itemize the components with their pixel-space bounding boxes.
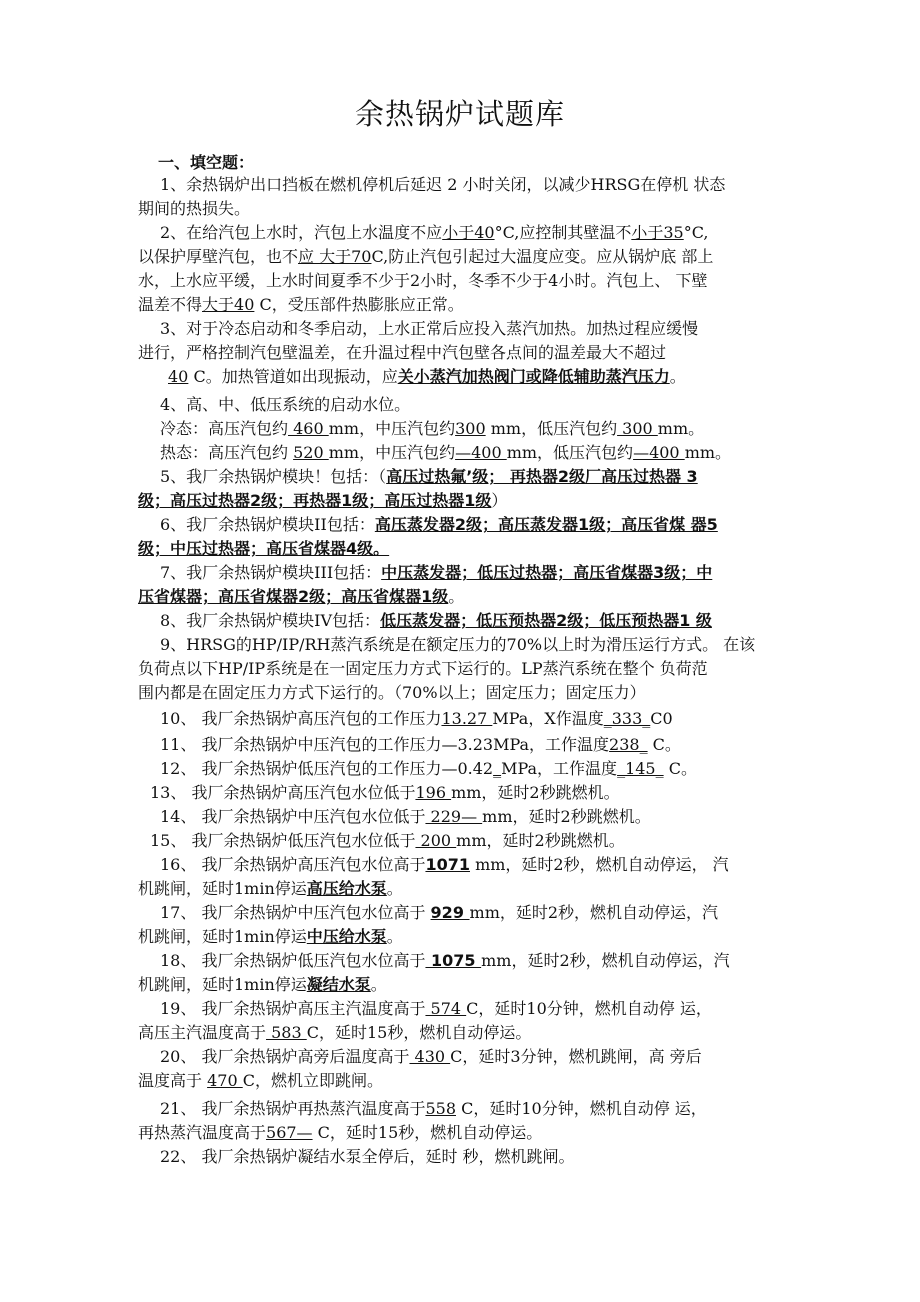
text-line — [160, 733, 798, 757]
answer-text: 高压蒸发器2级；高压蒸发器1级；高压省煤 器5 — [374, 515, 718, 534]
text-line — [160, 609, 798, 633]
text-line — [160, 853, 798, 877]
line-text: C，延时10分钟，燃机自动停 运， — [466, 999, 712, 1018]
text-line — [160, 1097, 798, 1121]
line-text: C，延时15秒，燃机自动停运。 — [312, 1123, 543, 1142]
answer-text: 196 — [415, 783, 452, 802]
answer-text: —400 — [633, 443, 685, 462]
line-text: 高压主汽温度高于 — [138, 1023, 267, 1042]
section-heading: 一、填空题： — [158, 153, 255, 172]
answer-text: 大于40 — [202, 295, 255, 314]
line-text: 。 — [386, 927, 403, 946]
answer-text: 430 — [409, 1047, 451, 1066]
line-text: 16、 我厂余热锅炉高压汽包水位高于 — [160, 855, 426, 874]
text-line — [160, 757, 798, 781]
line-text: 机跳闸，延时1min停运 — [138, 927, 307, 946]
line-text: 9、HRSG的HP/IP/RH蒸汽系统是在额定压力的70%以上时为滑压运行方式。 在该 — [160, 635, 756, 654]
text-line — [138, 197, 798, 221]
line-text: mm，延时2秒，燃机自动停运，汽 — [481, 951, 730, 970]
line-text: 11、 我厂余热锅炉中压汽包的工作压力—3.23MPa，工作温度 — [160, 735, 610, 754]
answer-text: 凝结水泵 — [306, 975, 371, 994]
text-line — [160, 805, 798, 829]
line-text: mm，延时2秒跳燃机。 — [482, 807, 651, 826]
page-title: 余热锅炉试题库 — [354, 97, 565, 131]
answer-text: 关小蒸汽加热阀门或降低辅助蒸汽压力 — [397, 367, 670, 386]
line-text: °C,应控制其壁温不 — [494, 223, 632, 242]
line-text: MPa，X作温度 — [492, 709, 604, 728]
answer-text: 558 — [425, 1099, 456, 1118]
answer-text: 460 — [288, 419, 329, 438]
line-text: 4、高、中、低压系统的启动水位。 — [160, 395, 411, 414]
line-text: 。 — [386, 879, 403, 898]
answer-text: 929 — [430, 903, 470, 922]
answer-text: 13.27 — [441, 709, 493, 728]
text-line — [138, 585, 798, 609]
line-text: 。 — [448, 587, 465, 606]
line-text: 以保护厚壁汽包，也不 — [138, 247, 299, 266]
line-text: 12、 我厂余热锅炉低压汽包的工作压力—0.42 — [160, 759, 494, 778]
text-line — [138, 1069, 798, 1093]
text-line — [160, 949, 798, 973]
line-text: mm，低压汽包约 — [485, 419, 618, 438]
line-text: mm，延时2秒，燃机自动停运，汽 — [469, 903, 719, 922]
line-text: C,防止汽包引起过大温度应变。应从锅炉底 部上 — [371, 247, 714, 266]
line-text: 热态：高压汽包约 — [160, 443, 294, 462]
line-text: 20、 我厂余热锅炉高旁后温度高于 — [160, 1047, 410, 1066]
line-text: 2、在给汽包上水时，汽包上水温度不应 — [160, 223, 443, 242]
text-line — [138, 1121, 798, 1145]
line-text: C。加热管道如出现振动，应 — [188, 367, 398, 386]
line-text: 机跳闸，延时1min停运 — [138, 879, 307, 898]
text-line — [160, 221, 798, 245]
line-text: 15、 我厂余热锅炉低压汽包水位低于 — [150, 831, 416, 850]
line-text: 冷态：高压汽包约 — [160, 419, 289, 438]
line-text: 围内都是在固定压力方式下运行的。（70%以上；固定压力；固定压力） — [138, 683, 646, 702]
line-text: 8、我厂余热锅炉模块IV包括： — [160, 611, 381, 630]
line-text: C，受压部件热膨胀应正常。 — [254, 295, 464, 314]
text-line — [160, 1145, 798, 1169]
text-line — [150, 781, 798, 805]
line-text: C，燃机立即跳闸。 — [242, 1071, 383, 1090]
answer-text: 238_ — [609, 735, 648, 754]
line-text: 22、 我厂余热锅炉凝结水泵全停后，延时 秒，燃机跳闸。 — [160, 1147, 575, 1166]
line-text: 19、 我厂余热锅炉高压主汽温度高于 — [160, 999, 426, 1018]
line-text: 机跳闸，延时1min停运 — [138, 975, 307, 994]
line-text: °C, — [683, 223, 709, 242]
line-text: mm，中压汽包约 — [328, 419, 456, 438]
line-text: C，延时10分钟，燃机自动停 运， — [456, 1099, 707, 1118]
answer-text: 229— — [425, 807, 483, 826]
answer-text: 574 — [425, 999, 467, 1018]
answer-text: 567— — [266, 1123, 313, 1142]
line-text: 水，上水应平缓，上水时间夏季不少于2小时，冬季不少于4小时。汽包上、 下壁 — [138, 271, 708, 290]
text-line — [168, 365, 798, 389]
text-line — [138, 537, 798, 561]
answer-text: 1071 — [425, 855, 470, 874]
answer-text: _333_ — [603, 709, 651, 728]
line-text: C，延时15秒，燃机自动停运。 — [306, 1023, 532, 1042]
line-text: 18、 我厂余热锅炉低压汽包水位高于 — [160, 951, 426, 970]
line-text: 。 — [370, 975, 387, 994]
text-line — [160, 393, 798, 417]
line-text: mm，低压汽包约 — [506, 443, 634, 462]
text-line — [138, 293, 798, 317]
line-text: C。 — [647, 735, 681, 754]
line-text: 21、 我厂余热锅炉再热蒸汽温度高于 — [160, 1099, 426, 1118]
text-line — [160, 173, 798, 197]
text-line — [138, 269, 798, 293]
line-text: MPa，工作温度 — [501, 759, 618, 778]
text-line — [160, 1045, 798, 1069]
answer-text: 300 — [617, 419, 658, 438]
answer-text: 级；高压过热器2级；再热器1级；高压过热器1级 — [138, 491, 492, 510]
line-text: mm，延时2秒跳燃机。 — [451, 783, 620, 802]
answer-text: 300 — [455, 419, 486, 438]
text-line — [138, 925, 798, 949]
text-line — [138, 657, 798, 681]
text-line — [138, 341, 798, 365]
line-text: 。 — [669, 367, 686, 386]
text-line — [160, 513, 798, 537]
answer-text: 470 — [207, 1071, 243, 1090]
line-text: 14、 我厂余热锅炉中压汽包水位低于 — [160, 807, 426, 826]
answer-text: 高压过热氟’级； 再热器2级厂高压过热器 3 — [386, 467, 698, 486]
text-line — [160, 441, 798, 465]
line-text: 13、 我厂余热锅炉高压汽包水位低于 — [150, 783, 416, 802]
line-text: 5、我厂余热锅炉模块！包括：（ — [160, 467, 387, 486]
text-line — [160, 997, 798, 1021]
text-line — [160, 317, 798, 341]
line-text: 1、余热锅炉出口挡板在燃机停机后延迟 2 小时关闭，以减少HRSG在停机 状态 — [160, 175, 726, 194]
answer-text: 40 — [168, 367, 189, 386]
line-text: 再热蒸汽温度高于 — [138, 1123, 267, 1142]
line-text: 期间的热损失。 — [138, 199, 251, 218]
answer-text: 中压给水泵 — [306, 927, 387, 946]
line-text: mm，中压汽包约 — [328, 443, 456, 462]
line-text: 负荷点以下HP/IP系统是在一固定压力方式下运行的。LP蒸汽系统在整个 负荷范 — [138, 659, 708, 678]
answer-text: 520 — [293, 443, 329, 462]
answer-text: _ — [493, 759, 502, 778]
text-line — [160, 707, 798, 731]
answer-text: 应 大于70 — [298, 247, 372, 266]
line-text: 6、我厂余热锅炉模块II包括： — [160, 515, 375, 534]
text-line — [160, 901, 798, 925]
line-text: mm。 — [657, 419, 705, 438]
text-line — [160, 561, 798, 585]
text-line — [138, 973, 798, 997]
answer-text: 小于40 — [442, 223, 495, 242]
line-text: mm，延时2秒，燃机自动停运， 汽 — [469, 855, 729, 874]
line-text: 温差不得 — [138, 295, 203, 314]
line-text: mm，延时2秒跳燃机。 — [456, 831, 625, 850]
line-text: C0 — [650, 709, 673, 728]
line-text: 温度高于 — [138, 1071, 208, 1090]
text-line — [138, 245, 798, 269]
answer-text: 低压蒸发器；低压预热器2级；低压预热器1 级 — [380, 611, 712, 630]
line-text: 进行，严格控制汽包壁温差，在升温过程中汽包壁各点间的温差最大不超过 — [138, 343, 667, 362]
answer-text: —400 — [455, 443, 507, 462]
line-text: ） — [491, 491, 508, 510]
text-line — [150, 829, 798, 853]
line-text: C。 — [663, 759, 697, 778]
answer-text: 200 — [415, 831, 457, 850]
line-text: mm。 — [684, 443, 732, 462]
text-line — [160, 417, 798, 441]
answer-text: 中压蒸发器；低压过热器；高压省煤器3级；中 — [381, 563, 713, 582]
answer-text: 高压给水泵 — [306, 879, 387, 898]
line-text: 17、 我厂余热锅炉中压汽包水位高于 — [160, 903, 431, 922]
answer-text: 级；中压过热器；高压省煤器4级。 — [138, 539, 390, 558]
text-line — [160, 465, 798, 489]
answer-text: 1075 — [425, 951, 482, 970]
line-text: 7、我厂余热锅炉模块III包括： — [160, 563, 382, 582]
text-line — [160, 633, 798, 657]
answer-text: _145_ — [617, 759, 664, 778]
line-text: C，延时3分钟，燃机跳闸，高 旁后 — [450, 1047, 702, 1066]
text-line — [138, 877, 798, 901]
text-line — [138, 1021, 798, 1045]
text-line — [138, 489, 798, 513]
line-text: 3、对于冷态启动和冬季启动，上水正常后应投入蒸汽加热。加热过程应缓慢 — [160, 319, 699, 338]
answer-text: 583 — [266, 1023, 307, 1042]
answer-text: 小于35 — [631, 223, 684, 242]
line-text: 10、 我厂余热锅炉高压汽包的工作压力 — [160, 709, 442, 728]
answer-text: 压省煤器；高压省煤器2级；高压省煤器1级 — [138, 587, 449, 606]
text-line — [138, 681, 798, 705]
